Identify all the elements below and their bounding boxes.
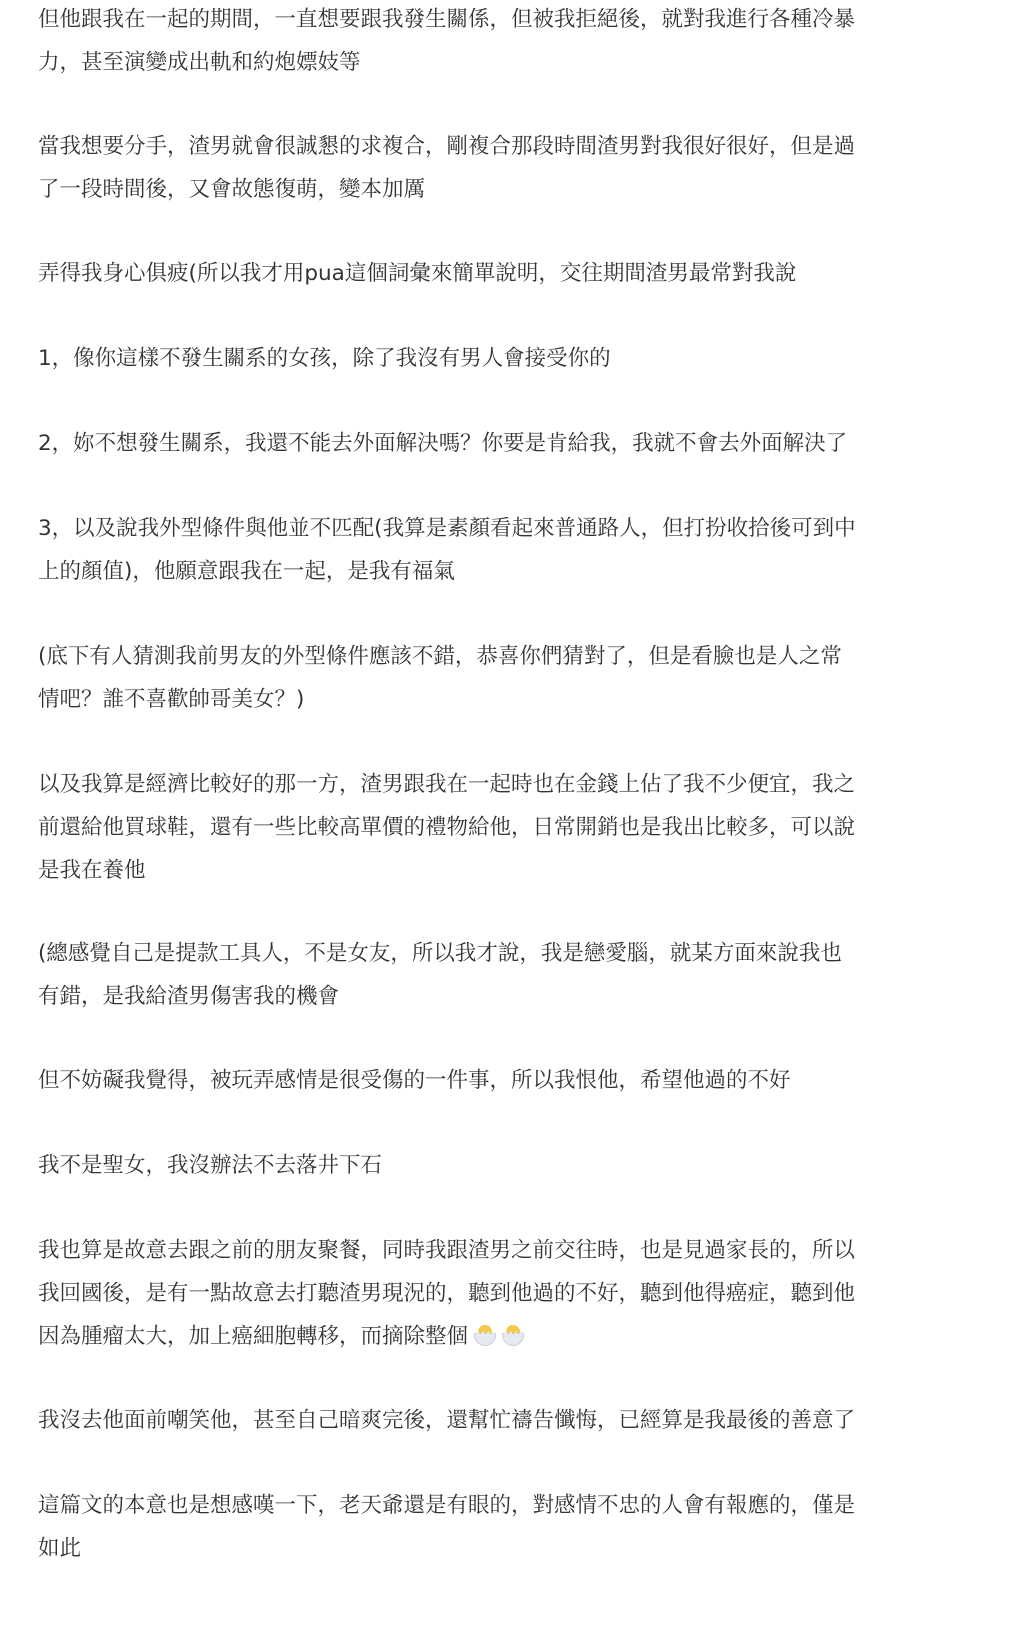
text-line: 有錯，是我給渣男傷害我的機會: [38, 984, 340, 1009]
text-line: 1，像你這樣不發生關系的女孩，除了我沒有男人會接受你的: [38, 346, 611, 371]
paragraph: [38, 932, 978, 1018]
paragraph: [38, 635, 978, 721]
paragraph: [38, 1399, 978, 1442]
text-line: 我沒去他面前嘲笑他，甚至自己暗爽完後，還幫忙禱告懺悔，已經算是我最後的善意了: [38, 1408, 856, 1433]
paragraph: [38, 252, 978, 295]
text-line: 但不妨礙我覺得，被玩弄感情是很受傷的一件事，所以我恨他，希望他過的不好: [38, 1068, 791, 1093]
paragraph: [38, 125, 978, 211]
text-line: 當我想要分手，渣男就會很誠懇的求複合，剛複合那段時間渣男對我很好很好，但是過: [38, 134, 856, 159]
text-line: 2，妳不想發生關系，我還不能去外面解決嗎？你要是肯給我，我就不會去外面解決了: [38, 431, 848, 456]
paragraph: [38, 507, 978, 593]
paragraph: [38, 763, 978, 892]
paragraph: [38, 1229, 978, 1358]
text-line: 情吧？誰不喜歡帥哥美女？): [38, 687, 305, 712]
text-line: (底下有人猜測我前男友的外型條件應該不錯，恭喜你們猜對了，但是看臉也是人之常: [38, 644, 842, 669]
text-line: 如此: [38, 1536, 82, 1561]
text-line: 這篇文的本意也是想感嘆一下，老天爺還是有眼的，對感情不忠的人會有報應的，僅是: [38, 1493, 856, 1518]
hatching-chick-icon: [502, 1324, 524, 1346]
text-line: 弄得我身心俱疲(所以我才用pua這個詞彙來簡單說明，交往期間渣男最常對我說: [38, 261, 797, 286]
text-line: 力，甚至演變成出軌和約炮嫖妓等: [38, 50, 361, 75]
text-line: 前還給他買球鞋，還有一些比較高單價的禮物給他，日常開銷也是我出比較多，可以說: [38, 815, 856, 840]
text-line: 但他跟我在一起的期間，一直想要跟我發生關係，但被我拒絕後，就對我進行各種冷暴: [38, 7, 856, 32]
paragraph: [38, 422, 978, 465]
text-line: (總感覺自己是提款工具人，不是女友，所以我才說，我是戀愛腦，就某方面來說我也: [38, 941, 842, 966]
text-line: 了一段時間後，又會故態復萌，變本加厲: [38, 177, 426, 202]
paragraph: [38, 1144, 978, 1187]
text-line: 我也算是故意去跟之前的朋友聚餐，同時我跟渣男之前交往時，也是見過家長的，所以: [38, 1238, 856, 1263]
paragraph: [38, 0, 978, 84]
paragraph: [38, 337, 978, 380]
text-line: 是我在養他: [38, 858, 146, 883]
text-line: 以及我算是經濟比較好的那一方，渣男跟我在一起時也在金錢上佔了我不少便宜，我之: [38, 772, 856, 797]
paragraph: [38, 1484, 978, 1570]
hatching-chick-icon: [474, 1324, 496, 1346]
paragraph: [38, 1059, 978, 1102]
text-line: 我回國後，是有一點故意去打聽渣男現況的，聽到他過的不好，聽到他得癌症，聽到他: [38, 1281, 856, 1306]
text-line: 上的顏值)，他願意跟我在一起，是我有福氣: [38, 559, 455, 584]
text-line: 我不是聖女，我沒辦法不去落井下石: [38, 1153, 383, 1178]
text-line: 因為腫瘤太大，加上癌細胞轉移，而摘除整個: [38, 1324, 469, 1349]
text-line: 3，以及說我外型條件與他並不匹配(我算是素顏看起來普通路人，但打扮收拾後可到中: [38, 516, 856, 541]
